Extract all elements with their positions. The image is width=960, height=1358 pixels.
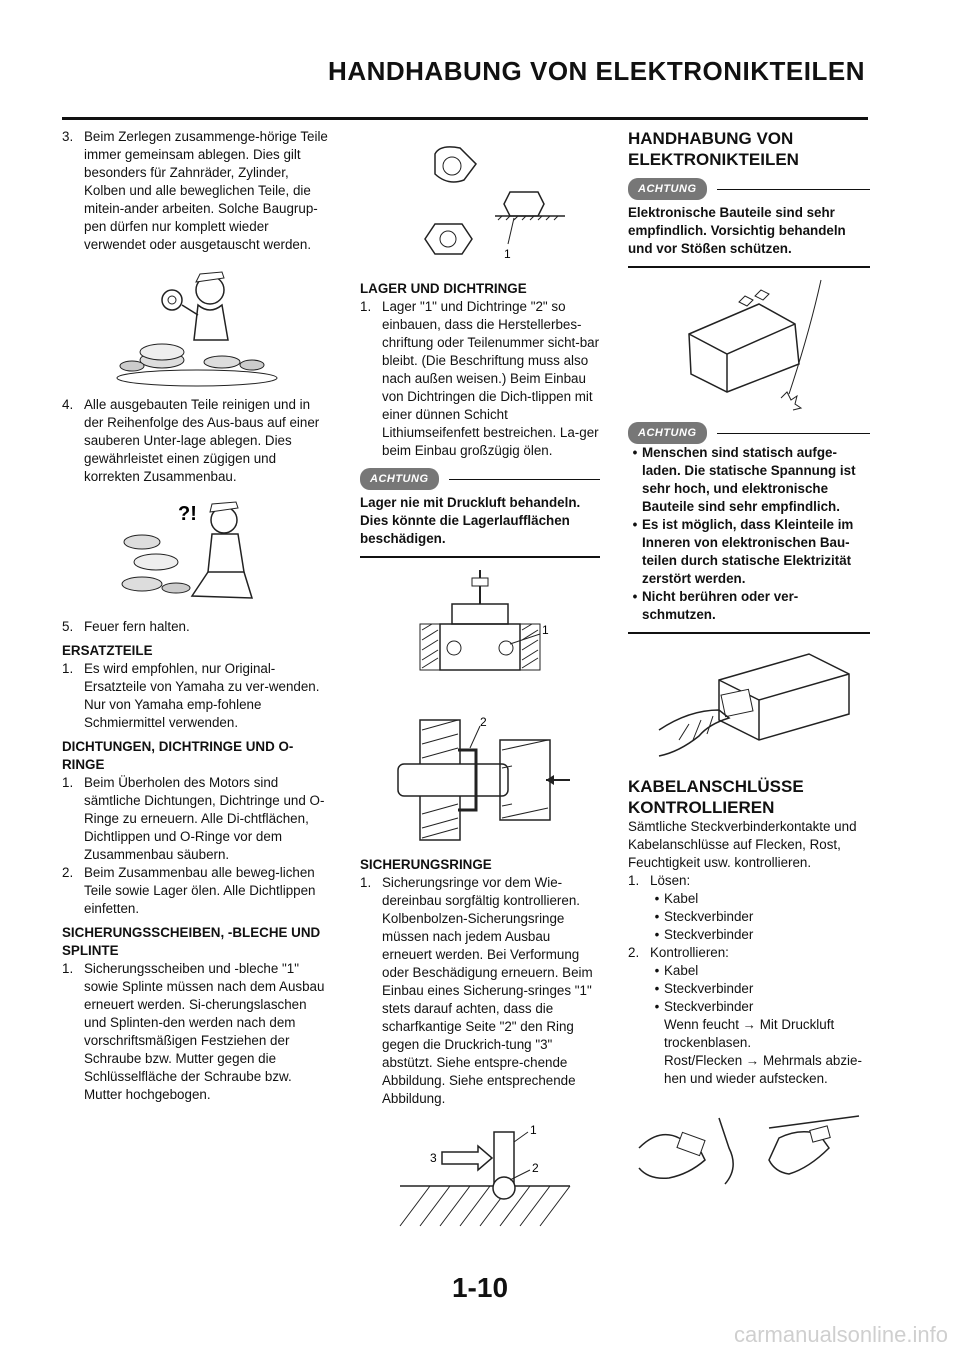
item-text: Sicherungsringe vor dem Wie-dereinbau sorgfältig kontrollieren. Kolbenbolzen-Sicherungsringe müssen nach jedem Ausbau erneuert werden. Bei Verformung oder Beschädigung erneuern. Beim Einbau eines Sicherung-sringes "1" stets darauf achten, dass die scharfkantige Seite "2" den Ring gegen die Druckrich-tung "3" abstützt. Siehe entspre-chende Abbildung. Siehe entsprechende Abbildung. xyxy=(382,875,593,1106)
list-item xyxy=(62,864,332,918)
figure-label: 1 xyxy=(530,1123,537,1137)
column-left xyxy=(62,128,332,1104)
caution-bullet: • Nicht berühren oder ver-schmutzen. xyxy=(628,588,870,624)
caution-box xyxy=(628,178,870,268)
bullet-text: Steckverbinder xyxy=(664,981,754,996)
bullet-text: Steckverbinder xyxy=(664,909,754,924)
list-bullet: • Steckverbinder xyxy=(654,999,754,1014)
item-number: 1. xyxy=(62,775,74,790)
item-text: Kontrollieren: xyxy=(650,945,729,960)
caution-bullet: • Menschen sind statisch aufge-laden. Die statische Spannung ist sehr hoch, und elektronische Bauteile sind sehr empfindlich. xyxy=(628,444,870,516)
caution-box xyxy=(628,422,870,634)
list-item xyxy=(62,660,332,732)
list-item xyxy=(62,618,332,636)
item-number: 2. xyxy=(62,865,74,880)
figure-label: 2 xyxy=(480,715,487,729)
item-number: 5. xyxy=(62,619,74,634)
item-text: Sicherungsscheiben und -bleche "1" sowie Splinte müssen nach dem Ausbau erneuert werden. Si-cherungslaschen und Splinten-den werden nach dem vorschriftsmäßigen Festziehen der Schraube bzw. Mutter gegen die Schlüsselfläche der Schraube bzw. Mutter hochgebogen. xyxy=(84,961,325,1102)
bullet-text: Es ist möglich, dass Kleinteile im Inneren von elektronischen Bau-teilen durch statische Elektrizität zerstört werden. xyxy=(642,517,854,586)
list-bullet: • Steckverbinder xyxy=(654,927,754,942)
divider xyxy=(360,556,600,558)
page-title: HANDHABUNG VON ELEKTRONIKTEILEN xyxy=(328,56,865,86)
column-right xyxy=(628,128,870,1204)
figure-label: 3 xyxy=(430,1151,437,1165)
figure-label: 1 xyxy=(542,623,549,637)
divider xyxy=(628,266,870,268)
figure-circlip xyxy=(360,1122,600,1232)
bullet-text: Menschen sind statisch aufge-laden. Die statische Spannung ist sehr hoch, und elektronische Bauteile sind sehr empfindlich. xyxy=(642,445,856,514)
item-text: Beim Zerlegen zusammenge-hörige Teile immer gemeinsam ablegen. Dies gilt besonders für Zahnräder, Zylinder, Kolben und alle beweglichen Teile, die mitein-ander arbeiten. Solche Baugrup-pen dürfen nur komplett wieder verwendet oder ausgetauscht werden. xyxy=(84,129,328,252)
caution-text: Lager nie mit Druckluft behandeln. Dies könnte die Lagerlaufflächen beschädigen. xyxy=(360,495,581,546)
item-text: Lösen: xyxy=(650,873,691,888)
figure-seal-install xyxy=(360,710,600,850)
figure-lock-washer-nut xyxy=(360,134,600,274)
list-item xyxy=(62,960,332,1104)
caution-badge: ACHTUNG xyxy=(628,422,707,444)
figure-hand-ecu xyxy=(628,640,870,770)
section-heading-sicherungsringe: SICHERUNGSRINGE xyxy=(360,857,492,872)
bullet-text: Steckverbinder xyxy=(664,999,754,1014)
title-rule xyxy=(62,117,868,120)
bullet-text: Kabel xyxy=(664,963,699,978)
section-heading-sicherungsscheiben: SICHERUNGSSCHEIBEN, -BLECHE UND SPLINTE xyxy=(62,925,321,958)
caution-badge: ACHTUNG xyxy=(360,468,439,490)
figure-mechanic-inspecting xyxy=(62,260,332,390)
item-text: Alle ausgebauten Teile reinigen und in der Reihenfolge des Aus-baus auf einer sauberen Unter-lage ablegen. Dies gewährleistet einen zügigen und korrekten Zusammenbau. xyxy=(84,397,320,484)
caution-badge: ACHTUNG xyxy=(628,178,707,200)
list-item xyxy=(628,944,870,962)
column-middle xyxy=(360,128,600,1238)
item-text: Es wird empfohlen, nur Original-Ersatzteile von Yamaha zu ver-wenden. Nur von Yamaha emp-fohlene Schmiermittel verwenden. xyxy=(84,661,320,730)
item-number: 3. xyxy=(62,129,74,144)
figure-mechanic-parts xyxy=(62,492,332,612)
divider xyxy=(449,479,601,480)
kabel-intro: Sämtliche Steckverbinderkontakte und Kabelanschlüsse auf Flecken, Rost, Feuchtigkeit usw. kontrollieren. xyxy=(628,819,857,870)
list-item xyxy=(62,396,332,486)
caution-box xyxy=(360,468,600,558)
item-number: 2. xyxy=(628,945,640,960)
figure-dropped-ecu xyxy=(628,274,870,414)
kabel-note: Rost/Flecken → Mehrmals abzie-hen und wieder aufstecken. xyxy=(664,1053,862,1086)
bullet-text: Steckverbinder xyxy=(664,927,754,942)
item-number: 1. xyxy=(62,961,74,976)
item-text: Beim Überholen des Motors sind sämtliche Dichtungen, Dichtringe und O-Ringe zu erneuern. Alle Di-chtflächen, Dichtlippen und O-Ringe vor dem Zusammenbau säubern. xyxy=(84,775,325,862)
kabel-note: Wenn feucht → Mit Druckluft trockenblasen. xyxy=(664,1017,835,1050)
list-bullet: • Kabel xyxy=(654,891,699,906)
item-text: Feuer fern halten. xyxy=(84,619,190,634)
item-text: Beim Zusammenbau alle beweg-lichen Teile sowie Lager ölen. Alle Dichtlippen einfetten. xyxy=(84,865,316,916)
item-number: 1. xyxy=(360,299,372,314)
item-number: 1. xyxy=(628,873,640,888)
section-heading-lager: LAGER UND DICHTRINGE xyxy=(360,281,527,296)
figure-connector-cleaning xyxy=(628,1108,870,1198)
divider xyxy=(717,189,871,190)
list-item xyxy=(360,298,600,460)
figure-bearing-press xyxy=(360,564,600,704)
section-heading-elektronik: HANDHABUNG VON ELEKTRONIKTEILEN xyxy=(628,129,799,169)
list-bullet: • Steckverbinder xyxy=(654,981,754,996)
figure-question-text: ?! xyxy=(178,503,197,525)
figure-label: 2 xyxy=(532,1161,539,1175)
figure-label: 1 xyxy=(504,247,511,261)
list-bullet: • Steckverbinder xyxy=(654,909,754,924)
divider xyxy=(628,632,870,634)
list-item xyxy=(628,872,870,890)
page-number: 1-10 xyxy=(451,1272,509,1303)
bullet-text: Nicht berühren oder ver-schmutzen. xyxy=(642,589,799,622)
list-item xyxy=(62,128,332,254)
list-bullet: • Kabel xyxy=(654,963,699,978)
watermark: carmanualsonline.info xyxy=(733,1322,948,1347)
item-number: 1. xyxy=(62,661,74,676)
item-number: 4. xyxy=(62,397,74,412)
list-item xyxy=(360,874,600,1108)
section-heading-ersatzteile: ERSATZTEILE xyxy=(62,643,153,658)
list-item xyxy=(62,774,332,864)
section-heading-kabel: KABELANSCHLÜSSE KONTROLLIEREN xyxy=(628,777,804,817)
section-heading-dichtungen: DICHTUNGEN, DICHTRINGE UND O-RINGE xyxy=(62,739,294,772)
caution-text: Elektronische Bauteile sind sehr empfindlich. Vorsichtig behandeln und vor Stößen schützen. xyxy=(628,205,846,256)
divider xyxy=(717,433,871,434)
item-number: 1. xyxy=(360,875,372,890)
bullet-text: Kabel xyxy=(664,891,699,906)
caution-bullet: • Es ist möglich, dass Kleinteile im Inneren von elektronischen Bau-teilen durch statische Elektrizität zerstört werden. xyxy=(628,516,870,588)
item-text: Lager "1" und Dichtringe "2" so einbauen, dass die Herstellerbes-chriftung oder Teilenummer sicht-bar bleibt. (Die Beschriftung muss also nach außen weisen.) Beim Einbau von Dichtringen die Dich-tlippen mit einer dünnen Schicht Lithiumseifenfett bestreichen. La-ger beim Einbau großzügig ölen. xyxy=(382,299,600,458)
